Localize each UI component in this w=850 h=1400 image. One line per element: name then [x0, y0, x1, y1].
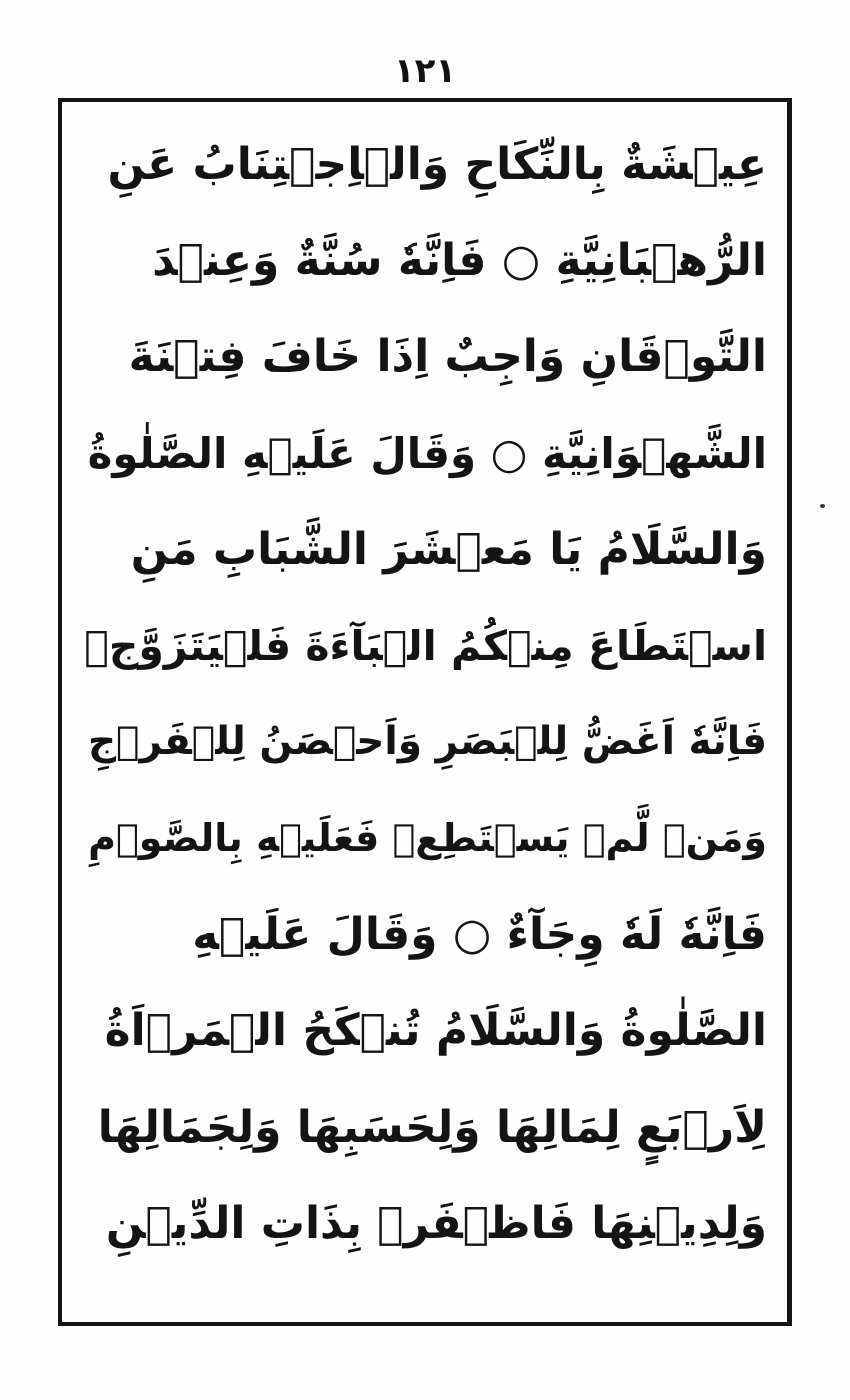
- text-line-2: الرُّهۡبَانِيَّةِ ○ فَاِنَّهٗ سُنَّةٌ وَعِنۡدَ: [152, 234, 767, 286]
- arabic-text-block: [82, 116, 767, 1310]
- text-line-4: الشَّهۡوَانِيَّةِ ○ وَقَالَ عَلَيۡهِ الصَّلٰوةُ: [87, 428, 767, 478]
- text-line-1: عِيۡشَةٌ بِالنِّكَاحِ وَالۡاِجۡتِنَابُ عَنِ: [107, 138, 767, 190]
- ink-speck: [820, 504, 825, 508]
- text-frame: [58, 98, 792, 1326]
- text-line-9: فَاِنَّهٗ لَهٗ وِجَآءٌ ○ وَقَالَ عَلَيۡهِ: [192, 909, 767, 961]
- text-line-7: فَاِنَّهٗ اَغَضُّ لِلۡبَصَرِ وَاَحۡصَنُ لِلۡفَرۡجِ: [87, 719, 767, 765]
- text-line-8: وَمَنۡ لَّمۡ يَسۡتَطِعۡ فَعَلَيۡهِ بِالصَّوۡمِ: [88, 816, 767, 861]
- page-number: ١٢١: [393, 51, 457, 91]
- text-line-3: التَّوۡقَانِ وَاجِبٌ اِذَا خَافَ فِتۡنَةَ: [128, 331, 767, 383]
- text-line-6: اسۡتَطَاعَ مِنۡكُمُ الۡبَآءَةَ فَلۡيَتَزَوَّجۡ: [84, 621, 767, 670]
- text-line-11: لِاَرۡبَعٍ لِمَالِهَا وَلِحَسَبِهَا وَلِجَمَالِهَا: [97, 1101, 767, 1153]
- text-line-12: وَلِدِيۡنِهَا فَاظۡفَرۡ بِذَاتِ الدِّيۡنِ: [105, 1197, 767, 1249]
- text-line-5: وَالسَّلَامُ يَا مَعۡشَرَ الشَّبَابِ مَنِ: [130, 523, 767, 575]
- text-line-10: الصَّلٰوةُ وَالسَّلَامُ تُنۡكَحُ الۡمَرۡاَةُ: [104, 1005, 767, 1057]
